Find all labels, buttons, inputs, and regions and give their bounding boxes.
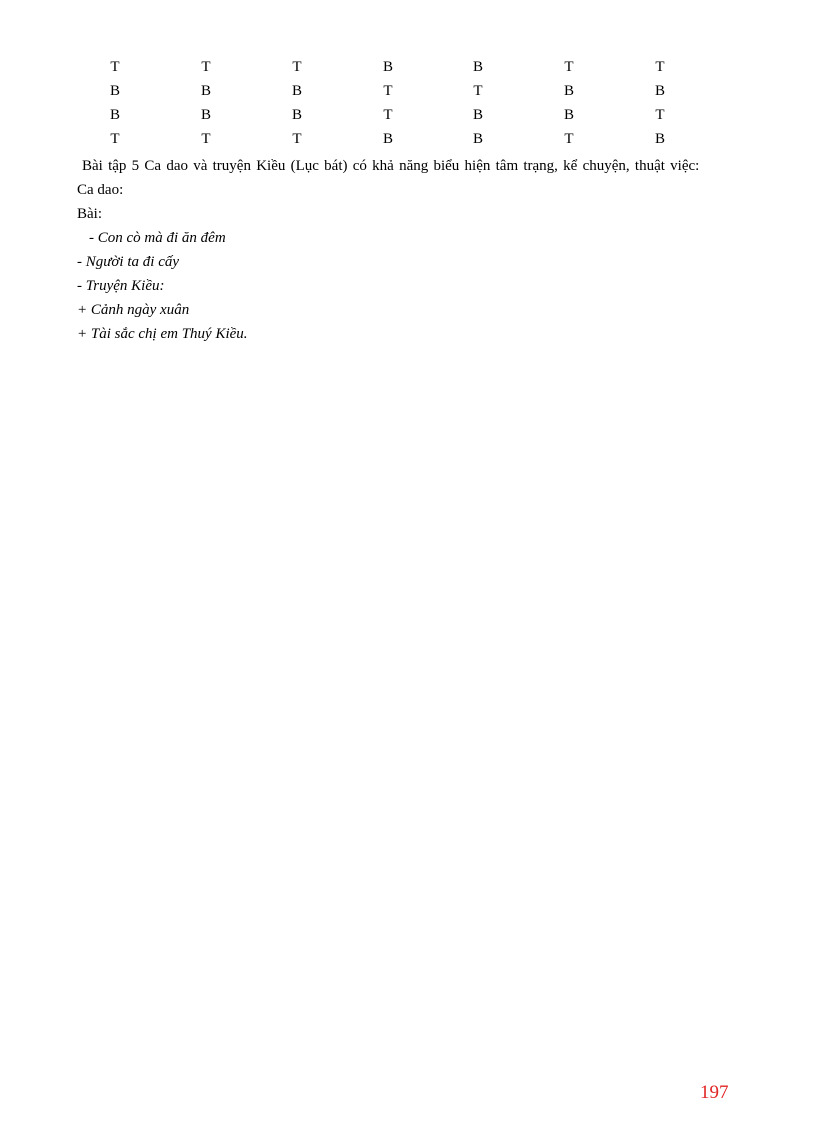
tone-cell: B <box>472 107 483 123</box>
poem-item-canh-ngay-xuan: + Cảnh ngày xuân <box>77 302 190 318</box>
tone-cell: T <box>292 59 302 75</box>
ca-dao-label: Ca dao: <box>77 182 124 198</box>
truyen-kieu-label: - Truyện Kiều: <box>77 278 165 294</box>
tone-cell: T <box>564 59 574 75</box>
tone-row-2 <box>0 81 816 105</box>
exercise-heading: Bài tập 5 Ca dao và truyện Kiều (Lục bát) có khả năng biểu hiện tâm trạng, kể chuyện, thuật việc: <box>82 158 700 174</box>
poem-item-tai-sac: + Tài sắc chị em Thuý Kiều. <box>77 326 248 342</box>
tone-cell: B <box>654 83 665 99</box>
tone-cell: B <box>472 131 483 147</box>
tone-cell: T <box>110 59 120 75</box>
tone-cell: B <box>563 107 574 123</box>
page-number: 197 <box>700 1082 729 1103</box>
tone-cell: T <box>292 131 302 147</box>
tone-cell: B <box>291 107 302 123</box>
poem-item-nguoi-ta-di-cay: - Người ta đi cấy <box>77 254 180 270</box>
tone-cell: T <box>655 59 665 75</box>
tone-row-4 <box>0 129 816 153</box>
tone-cell: T <box>201 131 211 147</box>
tone-cell: T <box>655 107 665 123</box>
tone-cell: B <box>200 83 211 99</box>
exercise-text <box>77 154 737 346</box>
tone-cell: B <box>291 83 302 99</box>
bai-label: Bài: <box>77 206 102 222</box>
tone-cell: T <box>110 131 120 147</box>
tone-cell: B <box>382 131 393 147</box>
tone-cell: T <box>564 131 574 147</box>
tone-row-3 <box>0 105 816 129</box>
tone-cell: T <box>201 59 211 75</box>
tone-cell: B <box>382 59 393 75</box>
tone-cell: B <box>472 59 483 75</box>
tone-cell: B <box>109 107 120 123</box>
tone-cell: T <box>383 83 393 99</box>
tone-cell: B <box>563 83 574 99</box>
tone-row-1 <box>0 57 816 81</box>
tone-cell: T <box>473 83 483 99</box>
tone-pattern-table <box>0 57 816 153</box>
tone-cell: T <box>383 107 393 123</box>
tone-cell: B <box>654 131 665 147</box>
tone-cell: B <box>200 107 211 123</box>
tone-cell: B <box>109 83 120 99</box>
poem-item-con-co: - Con cò mà đi ăn đêm <box>89 230 226 246</box>
